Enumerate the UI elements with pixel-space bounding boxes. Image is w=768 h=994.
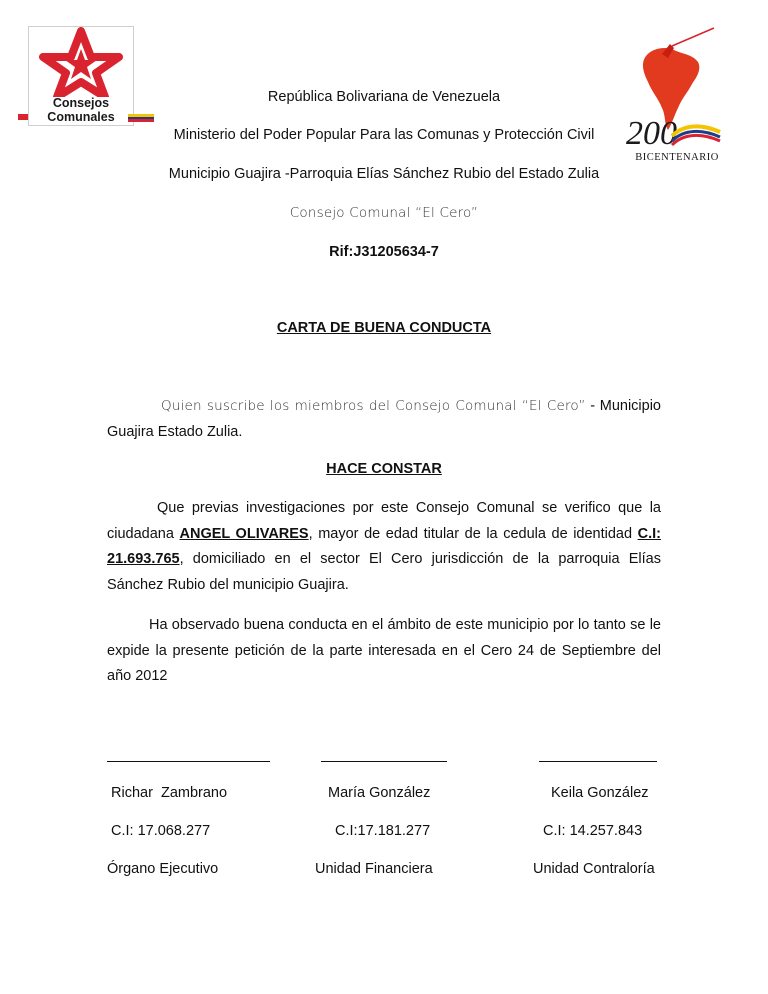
- signatory-3-role: Unidad Contraloría: [533, 861, 655, 877]
- body-paragraph-1: [107, 496, 661, 598]
- star-icon: [29, 27, 133, 97]
- header-republic: República Bolivariana de Venezuela: [267, 89, 501, 105]
- logo-text-line2: Comunales: [47, 110, 115, 124]
- signatory-1-name: Richar Zambrano: [111, 785, 228, 801]
- logo-text-line1: Consejos: [52, 96, 110, 110]
- signatory-2-ci: C.I:17.181.277: [335, 823, 431, 839]
- signatory-1-ci: C.I: 17.068.277: [111, 823, 211, 839]
- p1-text-b: , mayor de edad titular de la cedula de identidad: [308, 525, 638, 542]
- p1-text-c: , domiciliado en el sector El Cero jurisdicción de la parroquia Elías Sánchez Rubio del municipio Guajira.: [107, 551, 661, 593]
- intro-text-part2: - Municipio Guajira Estado Zulia.: [107, 398, 661, 440]
- signature-line-1: [107, 761, 270, 762]
- header-ministry: Ministerio del Poder Popular Para las Comunas y Protección Civil: [173, 127, 595, 143]
- signatory-2-name: María González: [328, 785, 431, 801]
- intro-paragraph: [107, 394, 661, 445]
- signatory-1-role: Órgano Ejecutivo: [107, 861, 219, 877]
- bicentenario-caption: BICENTENARIO: [635, 152, 719, 163]
- signatory-2-role: Unidad Financiera: [315, 861, 433, 877]
- signature-line-3: [539, 761, 657, 762]
- signatory-3-ci: C.I: 14.257.843: [543, 823, 643, 839]
- p1-text-a: Que previas investigaciones por este Consejo Comunal se verifico que la ciudadana: [107, 500, 661, 542]
- document-title: CARTA DE BUENA CONDUCTA: [276, 320, 492, 336]
- consejos-comunales-logo: [28, 26, 134, 126]
- body-paragraph-2: Ha observado buena conducta en el ámbito de este municipio por lo tanto se le expide la presente petición de la parte interesada en el Cero 24 de Septiembre del año 2012: [107, 617, 661, 684]
- svg-text:200: 200: [626, 115, 677, 152]
- header-council: Consejo Comunal “El Cero”: [289, 205, 479, 221]
- intro-text-part1: Quien suscribe los miembros del Consejo Comunal “El Cero”: [161, 398, 586, 414]
- flag-stripe-left: [18, 114, 28, 122]
- flag-stripe-right: [128, 114, 154, 122]
- citizen-name: ANGEL OLIVARES: [179, 525, 309, 542]
- citizen-ci: C.I: 21.693.765: [107, 525, 661, 567]
- header-municipality: Municipio Guajira -Parroquia Elías Sánchez Rubio del Estado Zulia: [168, 166, 600, 182]
- signatory-3-name: Keila González: [551, 785, 649, 801]
- section-subtitle: HACE CONSTAR: [326, 461, 442, 477]
- header-rif: Rif:J31205634-7: [329, 244, 439, 260]
- signature-line-2: [321, 761, 447, 762]
